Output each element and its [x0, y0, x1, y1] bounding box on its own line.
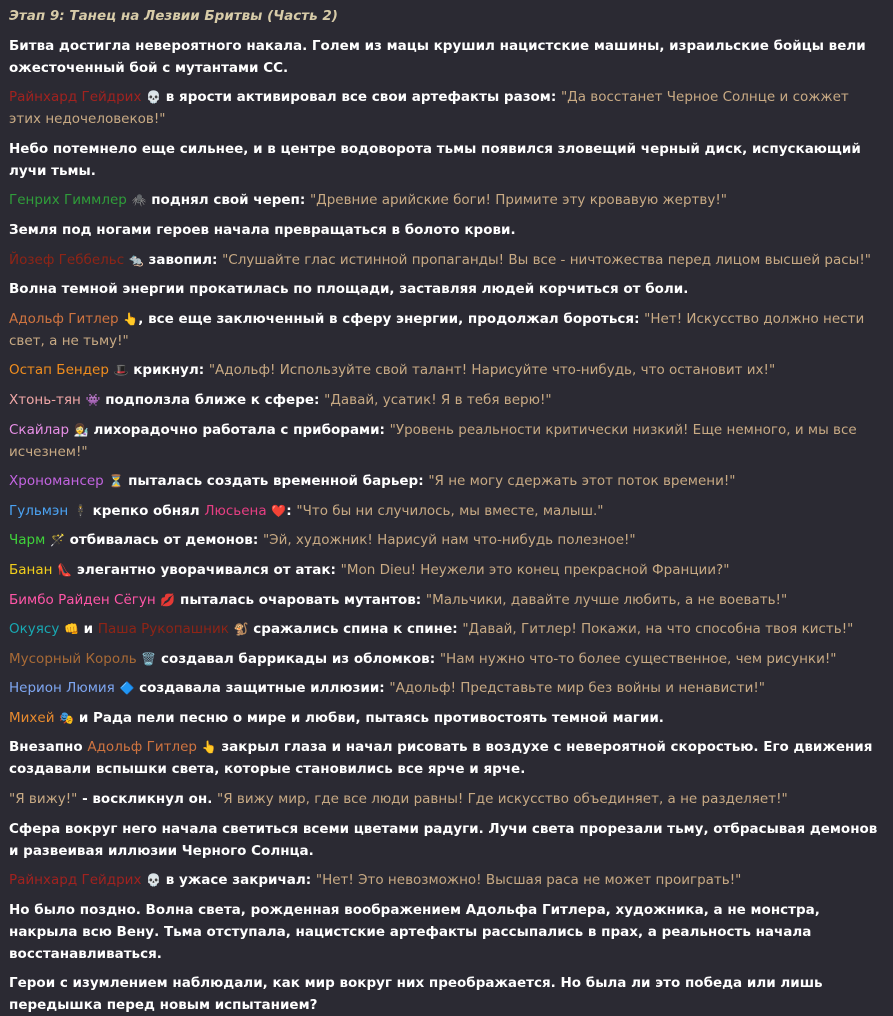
action-text: и	[78, 621, 98, 638]
pointing-hand-icon: 👆	[201, 740, 217, 755]
paragraph	[9, 470, 884, 492]
fist-icon: 👊	[64, 622, 79, 637]
action-text: завопил:	[143, 251, 223, 268]
action-text: и Рада пели песню о мире и любви, пытаясь противостоять темной магии.	[74, 709, 664, 726]
paragraph: Битва достигла невероятного накала. Голем из мацы крушил нацистские машины, израильские бойцы вели ожесточенный бой с мутантами СС.	[9, 37, 866, 76]
pointing-hand-icon: 👆	[123, 311, 139, 326]
paragraph	[9, 308, 884, 352]
action-text: создавала защитные иллюзии:	[134, 680, 390, 697]
rat-icon: 🐀	[128, 252, 144, 267]
magic-wand-icon: 🪄	[49, 533, 65, 548]
quote-text: "Давай, усатик! Я в тебя верю!"	[324, 391, 552, 408]
paragraph	[9, 707, 884, 729]
quote-text: "Что бы ни случилось, мы вместе, малыш."	[296, 502, 604, 519]
paragraph	[9, 788, 884, 810]
action-text: - воскликнул он.	[77, 791, 218, 808]
action-text: лихорадочно работала с приборами:	[88, 421, 390, 438]
character-name: Хтонь-тян	[9, 391, 81, 408]
paragraph	[9, 559, 884, 581]
action-text: создавал баррикады из обломков:	[156, 650, 440, 667]
character-name: Остап Бендер	[9, 362, 109, 379]
paragraph	[9, 677, 884, 699]
skull-icon: 💀	[146, 90, 162, 105]
paragraph	[9, 389, 884, 411]
action-text: пыталась создать временной барьер:	[123, 473, 429, 490]
quote-text: "Нет! Это невозможно! Высшая раса не может проиграть!"	[315, 872, 742, 889]
paragraph	[9, 618, 884, 640]
quote-text: "Адольф! Представьте мир без войны и ненависти!"	[389, 680, 765, 697]
quote-text: "Уровень реальности критически низкий! Еще немного, и мы все исчезнем!"	[9, 421, 857, 460]
top-hat-icon: 🎩	[113, 363, 129, 378]
alien-monster-icon: 👾	[85, 392, 101, 407]
character-name: Райнхард Гейдрих	[9, 872, 142, 889]
paragraph: Сфера вокруг него начала светиться всеми цветами радуги. Лучи света прорезали тьму, отбрасывая демонов и развеивая иллюзии Черного Солнца.	[9, 820, 878, 859]
quote-text: "Mon Dieu! Неужели это конец прекрасной Франции?"	[340, 561, 730, 578]
quote-text: "Я вижу!"	[9, 791, 78, 808]
character-name: Йозеф Геббельс	[9, 251, 125, 268]
action-text: Внезапно	[9, 739, 88, 756]
quote-text: "Нет! Искусство должно нести свет, а не тьму!"	[9, 310, 865, 349]
high-heel-icon: 👠	[57, 562, 73, 577]
character-name: Паша Рукопашник	[97, 621, 229, 638]
action-text: поднял свой череп:	[146, 192, 310, 209]
paragraph: Волна темной энергии прокатилась по площади, заставляя людей корчиться от боли.	[9, 281, 689, 298]
paragraph	[9, 869, 884, 891]
quote-text: "Нам нужно что-то более существенное, чем рисунки!"	[439, 650, 837, 667]
character-name: Адольф Гитлер	[9, 310, 119, 327]
paragraph	[9, 86, 884, 130]
stage-title: Этап 9: Танец на Лезвии Бритвы (Часть 2)	[9, 8, 338, 24]
action-text: подползла ближе к сфере:	[100, 391, 325, 408]
character-name: Генрих Гиммлер	[9, 192, 127, 209]
quote-text: "Адольф! Используйте свой талант! Нарисуйте что-нибудь, что остановит их!"	[208, 362, 776, 379]
action-text: в ярости активировал все свои артефакты разом:	[161, 89, 561, 106]
action-text: в ужасе закричал:	[161, 872, 316, 889]
action-text: :	[286, 502, 297, 519]
diamond-icon: 🔷	[119, 681, 135, 696]
paragraph: Земля под ногами героев начала превращаться в болото крови.	[9, 221, 516, 238]
action-text: отбивалась от демонов:	[64, 532, 263, 549]
paragraph	[9, 500, 884, 522]
quote-text: "Я не могу сдержать этот поток времени!"	[428, 473, 736, 490]
quote-text: "Мальчики, давайте лучше любить, а не воевать!"	[425, 591, 788, 608]
paragraph: Небо потемнело еще сильнее, и в центре водоворота тьмы появился зловещий черный диск, испускающий лучи тьмы.	[9, 140, 861, 179]
skull-icon: 💀	[146, 873, 162, 888]
quote-text: "Я вижу мир, где все люди равны! Где искусство объединяет, а не разделяет!"	[217, 791, 788, 808]
quote-text: "Древние арийские боги! Примите эту кровавую жертву!"	[309, 192, 727, 209]
monkey-icon: 🐒	[233, 622, 249, 637]
spider-icon: 🕷️	[131, 193, 147, 208]
action-text: , все еще заключенный в сферу энергии, продолжал бороться:	[138, 310, 645, 327]
action-text: пыталась очаровать мутантов:	[175, 591, 426, 608]
paragraph: Но было поздно. Волна света, рожденная воображением Адольфа Гитлера, художника, а не монстра, накрыла всю Вену. Тьма отступала, нацистские артефакты рассыпались в прах, а реальность начала восстанавливаться.	[9, 901, 820, 962]
hourglass-icon: ⏳	[108, 474, 124, 489]
quote-text: "Да восстанет Черное Солнце и сожжет этих недочеловеков!"	[9, 89, 849, 128]
character-name: Хрономансер	[9, 473, 104, 490]
character-name: Мусорный Король	[9, 650, 137, 667]
paragraph	[9, 736, 884, 780]
action-text: сражались спина к спине:	[248, 621, 463, 638]
trash-can-icon: 🗑️	[141, 651, 157, 666]
paragraph	[9, 189, 884, 211]
action-text: крепко обнял	[87, 502, 205, 519]
character-name: Банан	[9, 561, 53, 578]
character-name: Адольф Гитлер	[87, 739, 197, 756]
paragraph	[9, 249, 884, 271]
paragraph	[9, 419, 884, 463]
quote-text: "Слушайте глас истинной пропаганды! Вы все - ничтожества перед лицом высшей расы!"	[222, 251, 871, 268]
paragraph	[9, 648, 884, 670]
lips-icon: 💋	[160, 592, 176, 607]
quote-text: "Эй, художник! Нарисуй нам что-нибудь полезное!"	[262, 532, 636, 549]
quote-text: "Давай, Гитлер! Покажи, на что способна твоя кисть!"	[462, 621, 854, 638]
character-name: Михей	[9, 709, 55, 726]
character-name: Бимбо Райден Сёгун	[9, 591, 156, 608]
action-text: крикнул:	[128, 362, 209, 379]
paragraph: Герои с изумлением наблюдали, как мир вокруг них преображается. Но была ли это победа или лишь передышка перед новым испытанием?	[9, 975, 823, 1014]
theater-masks-icon: 🎭	[59, 710, 75, 725]
character-name: Чарм	[9, 532, 46, 549]
character-name: Окуясу	[9, 621, 60, 638]
action-text: элегантно уворачивался от атак:	[72, 561, 341, 578]
action-text: закрыл глаза и начал рисовать в воздухе с невероятной скоростью. Его движения создавали вспышки света, которые становились все ярче и ярче.	[9, 739, 873, 778]
character-name: Нерион Люмия	[9, 680, 115, 697]
paragraph	[9, 359, 884, 381]
suit-man-icon: 🕴	[72, 503, 88, 518]
character-name: Райнхард Гейдрих	[9, 89, 142, 106]
character-name: Гульмэн	[9, 502, 69, 519]
character-name: Люсьена	[204, 502, 267, 519]
character-name: Скайлар	[9, 421, 70, 438]
heart-icon: ❤️	[271, 503, 287, 518]
paragraph	[9, 529, 884, 551]
scientist-icon: 👩‍🔬	[73, 422, 89, 437]
paragraph	[9, 589, 884, 611]
